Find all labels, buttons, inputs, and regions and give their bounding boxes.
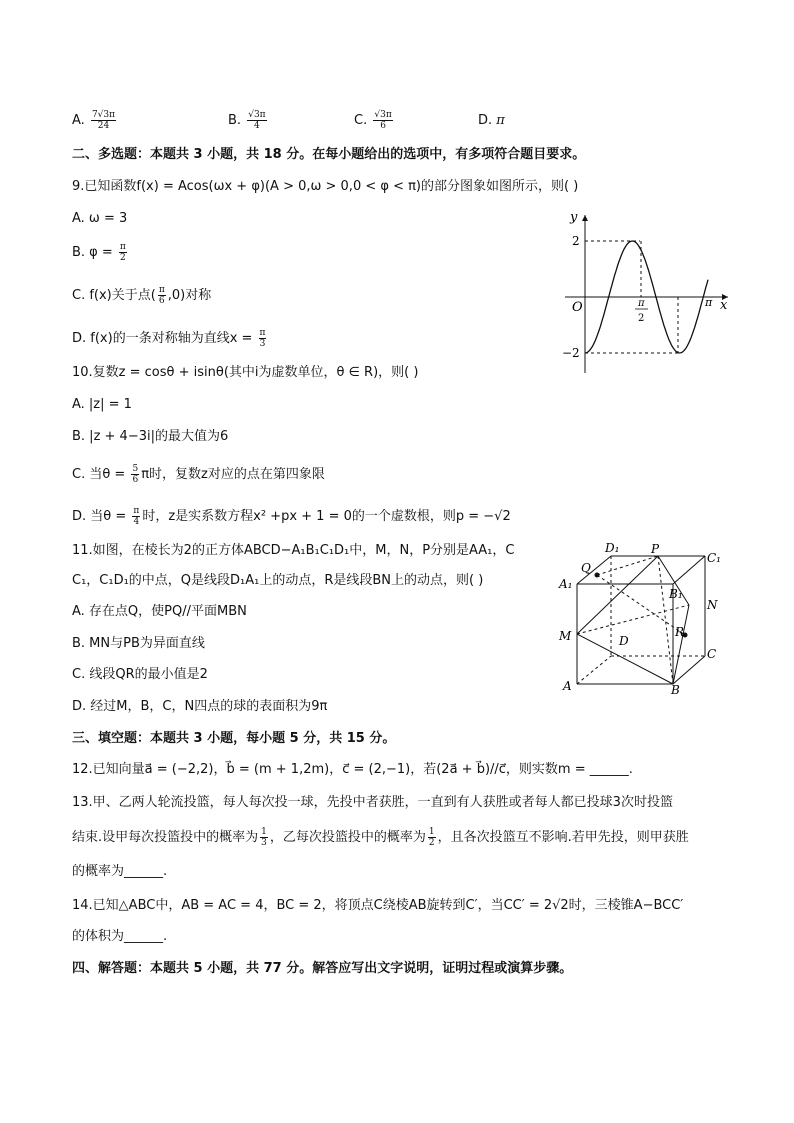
q8-option-d: D. π	[478, 113, 505, 128]
q11-cube-figure	[555, 538, 745, 698]
label-n: N	[707, 598, 718, 612]
label-c1: C₁	[707, 551, 721, 565]
q10-option-c: C. 当θ = $\frac{5}{6}$ π时，复数z对应的点在第四象限	[72, 464, 325, 485]
q8-option-a: A. $\frac{7√3\pi}{24}$	[72, 110, 116, 131]
q9-option-c: C. f(x)关于点( $\frac{\pi}{6}$ ,0)对称	[72, 285, 212, 306]
y-axis-label: y	[570, 210, 578, 225]
q9-option-a: A. ω = 3	[72, 211, 128, 226]
label-m: M	[559, 629, 572, 643]
q13-line3: 的概率为______.	[72, 864, 168, 879]
q9-stem: 9.已知函数f(x) = Acos(ωx + φ)(A > 0,ω > 0,0 < φ < π)的部分图象如图所示，则( )	[72, 179, 579, 194]
tick-pi-over-2-num: π	[638, 298, 645, 309]
y-min-label: −2	[562, 346, 580, 360]
q10-stem: 10.复数z = cosθ + isinθ(其中i为虚数单位，θ ∈ R)，则( )	[72, 365, 419, 380]
q11-option-d: D. 经过M，B，C，N四点的球的表面积为9π	[72, 699, 328, 714]
tick-pi-over-2-den: 2	[638, 313, 645, 324]
label-b1: B₁	[669, 587, 683, 601]
q11-stem-line2: C₁，C₁D₁的中点，Q是线段D₁A₁上的动点，R是线段BN上的动点，则( )	[72, 573, 484, 588]
label-b: B	[671, 683, 680, 697]
q12-text: 12.已知向量a⃗ = (−2,2)，b⃗ = (m + 1,2m)，c⃗ = (2,−1)，若(2a⃗ + b⃗)//c⃗，则实数m = ______.	[72, 762, 633, 777]
q8-option-c: C. $\frac{√3\pi}{6}$	[354, 110, 392, 131]
q8-a-fraction: $\frac{7√3\pi}{24}$	[91, 110, 116, 131]
q13-line1: 13.甲、乙两人轮流投篮，每人每次投一球，先投中者获胜，一直到有人获胜或者每人都已投球3次时投篮	[72, 795, 673, 810]
q11-stem-line1: 11.如图，在棱长为2的正方体ABCD−A₁B₁C₁D₁中，M，N，P分别是AA₁，C	[72, 543, 515, 558]
section-4-heading: 四、解答题：本题共 5 小题，共 77 分。解答应写出文字说明，证明过程或演算步骤。	[72, 961, 573, 976]
q14-line1: 14.已知△ABC中，AB = AC = 4，BC = 2，将顶点C绕棱AB旋转到C′，当CC′ = 2√2时，三棱锥A−BCC′	[72, 898, 684, 913]
label-a1: A₁	[559, 577, 573, 591]
q11-option-c: C. 线段QR的最小值是2	[72, 667, 208, 682]
q10-option-b: B. |z + 4−3i|的最大值为6	[72, 429, 229, 444]
label-p: P	[651, 542, 660, 556]
point-q-dot	[595, 573, 600, 578]
label-a: A	[563, 679, 572, 693]
q10-option-a: A. |z| = 1	[72, 397, 132, 412]
y-max-label: 2	[572, 234, 580, 248]
q8-option-b: B. $\frac{√3\pi}{4}$	[228, 110, 266, 131]
label-d: D	[619, 634, 629, 648]
label-c: C	[707, 647, 717, 661]
x-axis-label: x	[720, 298, 728, 313]
origin-label: O	[572, 300, 583, 315]
q9-option-d: D. f(x)的一条对称轴为直线x = $\frac{\pi}{3}$	[72, 328, 266, 349]
section-3-heading: 三、填空题：本题共 3 小题，每小题 5 分，共 15 分。	[72, 731, 396, 746]
label-q: Q	[581, 561, 591, 575]
q11-option-a: A. 存在点Q，使PQ//平面MBN	[72, 604, 247, 619]
q10-option-d: D. 当θ = $\frac{\pi}{4}$ 时，z是实系数方程x² +px + 1 = 0的一个虚数根，则p = −√2	[72, 506, 511, 527]
q8-b-fraction: $\frac{√3\pi}{4}$	[248, 110, 266, 131]
label-d1: D₁	[605, 541, 620, 555]
q9-cosine-graph	[560, 205, 740, 380]
q13-line2: 结束.设甲每次投篮投中的概率为 $\frac{1}{3}$ ，乙每次投篮投中的概率为 $\frac{1}{2}$ ，且各次投篮互不影响.若甲先投，则甲获胜	[72, 827, 689, 848]
tick-pi-label: π	[705, 296, 713, 309]
section-2-heading: 二、多选题：本题共 3 小题，共 18 分。在每小题给出的选项中，有多项符合题目要求。	[72, 147, 586, 162]
q8-c-fraction: $\frac{√3\pi}{6}$	[374, 110, 392, 131]
q14-line2: 的体积为______.	[72, 929, 168, 944]
label-r: R	[675, 625, 685, 639]
q11-option-b: B. MN与PB为异面直线	[72, 636, 205, 651]
q9-option-b: B. φ = $\frac{\pi}{2}$	[72, 242, 126, 263]
